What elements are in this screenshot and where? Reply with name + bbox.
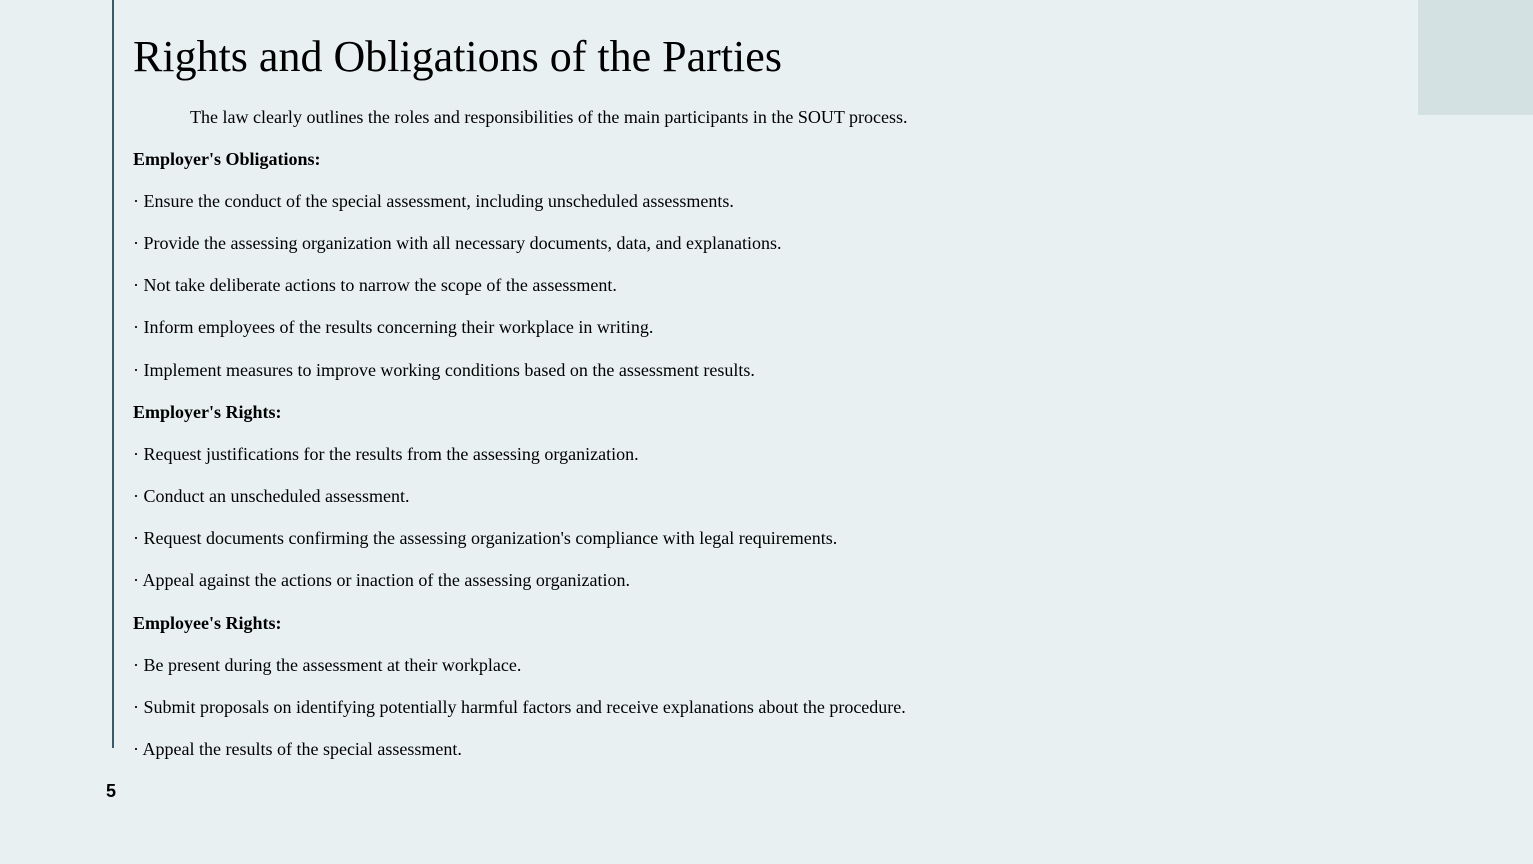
employer-rights-heading: Employer's Rights: [133, 402, 282, 422]
employer-obligations-heading: Employer's Obligations: [133, 149, 321, 169]
list-item: · Appeal the results of the special assessment. [133, 739, 462, 759]
corner-decoration [1418, 0, 1533, 115]
list-item: · Inform employees of the results concerning their workplace in writing. [133, 317, 654, 337]
list-item: · Request justifications for the results from the assessing organization. [133, 444, 639, 464]
intro-paragraph: The law clearly outlines the roles and responsibilities of the main participants in the SOUT process. [190, 107, 908, 127]
list-item: · Appeal against the actions or inaction of the assessing organization. [133, 570, 631, 590]
left-accent-line [112, 0, 114, 748]
slide-title: Rights and Obligations of the Parties [133, 32, 782, 81]
list-item: · Request documents confirming the assessing organization's compliance with legal requirements. [133, 528, 838, 548]
list-item: · Implement measures to improve working conditions based on the assessment results. [133, 360, 755, 380]
page-number: 5 [106, 781, 117, 801]
list-item: · Submit proposals on identifying potentially harmful factors and receive explanations about the procedure. [133, 697, 906, 717]
list-item: · Provide the assessing organization with all necessary documents, data, and explanations. [133, 233, 782, 253]
list-item: · Not take deliberate actions to narrow the scope of the assessment. [133, 275, 617, 295]
list-item: · Conduct an unscheduled assessment. [133, 486, 410, 506]
list-item: · Ensure the conduct of the special assessment, including unscheduled assessments. [133, 191, 734, 211]
list-item: · Be present during the assessment at their workplace. [133, 655, 522, 675]
employee-rights-heading: Employee's Rights: [133, 613, 282, 633]
